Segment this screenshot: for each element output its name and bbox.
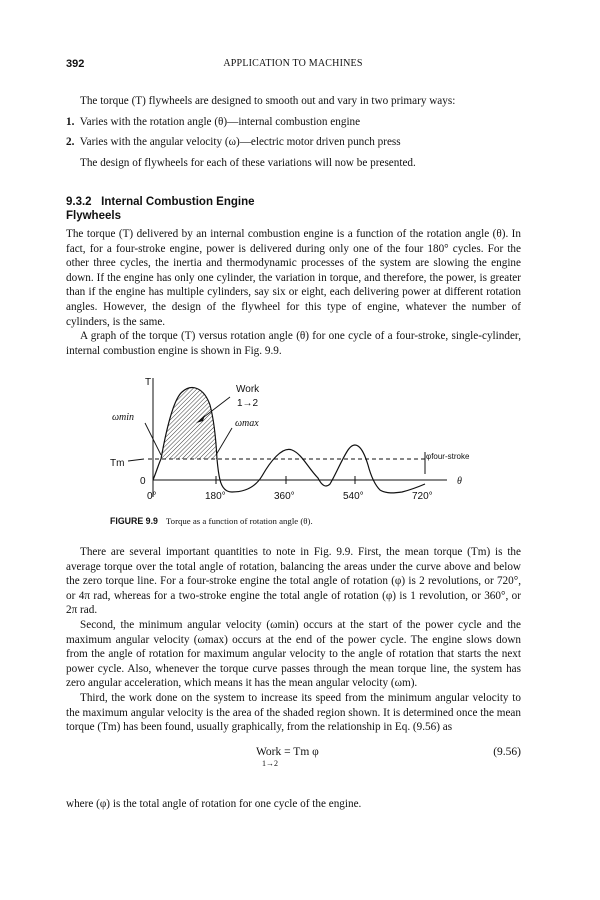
section-title: Internal Combustion Engine [101,196,255,208]
x-tick-label: 180° [205,491,226,502]
axis-x-label: θ [457,476,462,487]
work-sub-label: 1→2 [237,398,259,409]
equation-number: (9.56) [493,746,521,758]
omega-min-label: ωmin [112,412,135,423]
discussion-block [66,545,521,735]
omega-max-pointer [216,428,232,455]
discussion-paragraph: Third, the work done on the system to increase its speed from the minimum angular velocity to the maximum angular velocity is the area of the shaded region shown. It is determined once the mean torque (Tm) has been found, usually graphically, from the relationship in Eq. (9.56) as [66,691,521,734]
running-title: APPLICATION TO MACHINES [223,58,363,69]
x-tick-label: 360° [274,491,295,502]
section-paragraph: The torque (T) delivered by an internal combustion engine is a function of the rotation angle (θ). In fact, for a four-stroke engine, power is delivered during only one of the four 180° cycles. For the other three cycles, the inertia and thermodynamic processes of the system are slowing the engine down. If the engine has only one cylinder, the variation in torque, and therefore, the power, is greater than if the engine has multiple cylinders, say six or eight, each delivering power at different rotation angles. However, the design of the flywheel for this type of engine, whatever the number of cylinders, is the same. [66,228,521,328]
x-tick-label: 0° [147,491,157,502]
phi-label: φfour-stroke [426,452,470,461]
list-number: 2. [66,136,75,149]
tm-label: Tm [110,458,125,469]
equation-subscript: 1→2 [262,759,278,768]
equation-9-56 [66,746,521,776]
caption-label: FIGURE 9.9 [110,516,158,526]
discussion-paragraph: Second, the minimum angular velocity (ωmin) occurs at the start of the power cycle and the maximum angular velocity (ωmax) occurs at the end of the power cycle. The engine slows down from the angle of rotation for maximum angular velocity to the angle of rotation that starts the next power cycle. Also, whenever the torque curve passes through the mean torque line, the system has zero angular acceleration, which means it has the mean angular velocity (ωm). [66,618,521,690]
x-tick-label: 720° [412,491,433,502]
list-text: Varies with the angular velocity (ω)—electric motor driven punch press [79,136,401,149]
work-label: Work [236,384,260,395]
closing-paragraph: where (φ) is the total angle of rotation for one cycle of the engine. [66,798,362,810]
page-number: 392 [66,58,85,70]
section-number: 9.3.2 [66,196,92,208]
caption-text: Torque as a function of rotation angle (θ). [165,516,313,526]
tm-pointer [128,459,144,461]
intro-lead: The torque (T) flywheels are designed to smooth out and vary in two primary ways: [80,95,456,107]
list-text: Varies with the rotation angle (θ)—internal combustion engine [79,115,361,128]
section-paragraph: A graph of the torque (T) versus rotation angle (θ) for one cycle of a four-stroke, single-cylinder, internal combustion engine is shown in Fig. 9.9. [66,330,521,357]
work-shaded-region [161,388,217,459]
discussion-paragraph: There are several important quantities to note in Fig. 9.9. First, the mean torque (Tm) is the average torque over the total angle of rotation, balancing the areas under the curve above and below the zero torque line. For a four-stroke engine the total angle of rotation (φ) is 2 revolutions, or 720°, or 4π rad, whereas for a two-stroke engine the total angle of rotation (φ) is 1 revolution, or 360°, or 2π rad. [66,546,521,617]
omega-max-label: ωmax [235,418,259,429]
x-tick-label: 540° [343,491,364,502]
figure-caption [110,516,313,526]
closing-block [66,797,521,812]
zero-label: 0 [140,476,146,487]
axis-y-label: T [145,377,152,388]
section-title-line2: Flywheels [66,210,121,222]
equation-main: Work = Tm φ [256,746,319,758]
list-number: 1. [66,115,75,128]
intro-closing: The design of flywheels for each of these variations will now be presented. [80,156,416,169]
